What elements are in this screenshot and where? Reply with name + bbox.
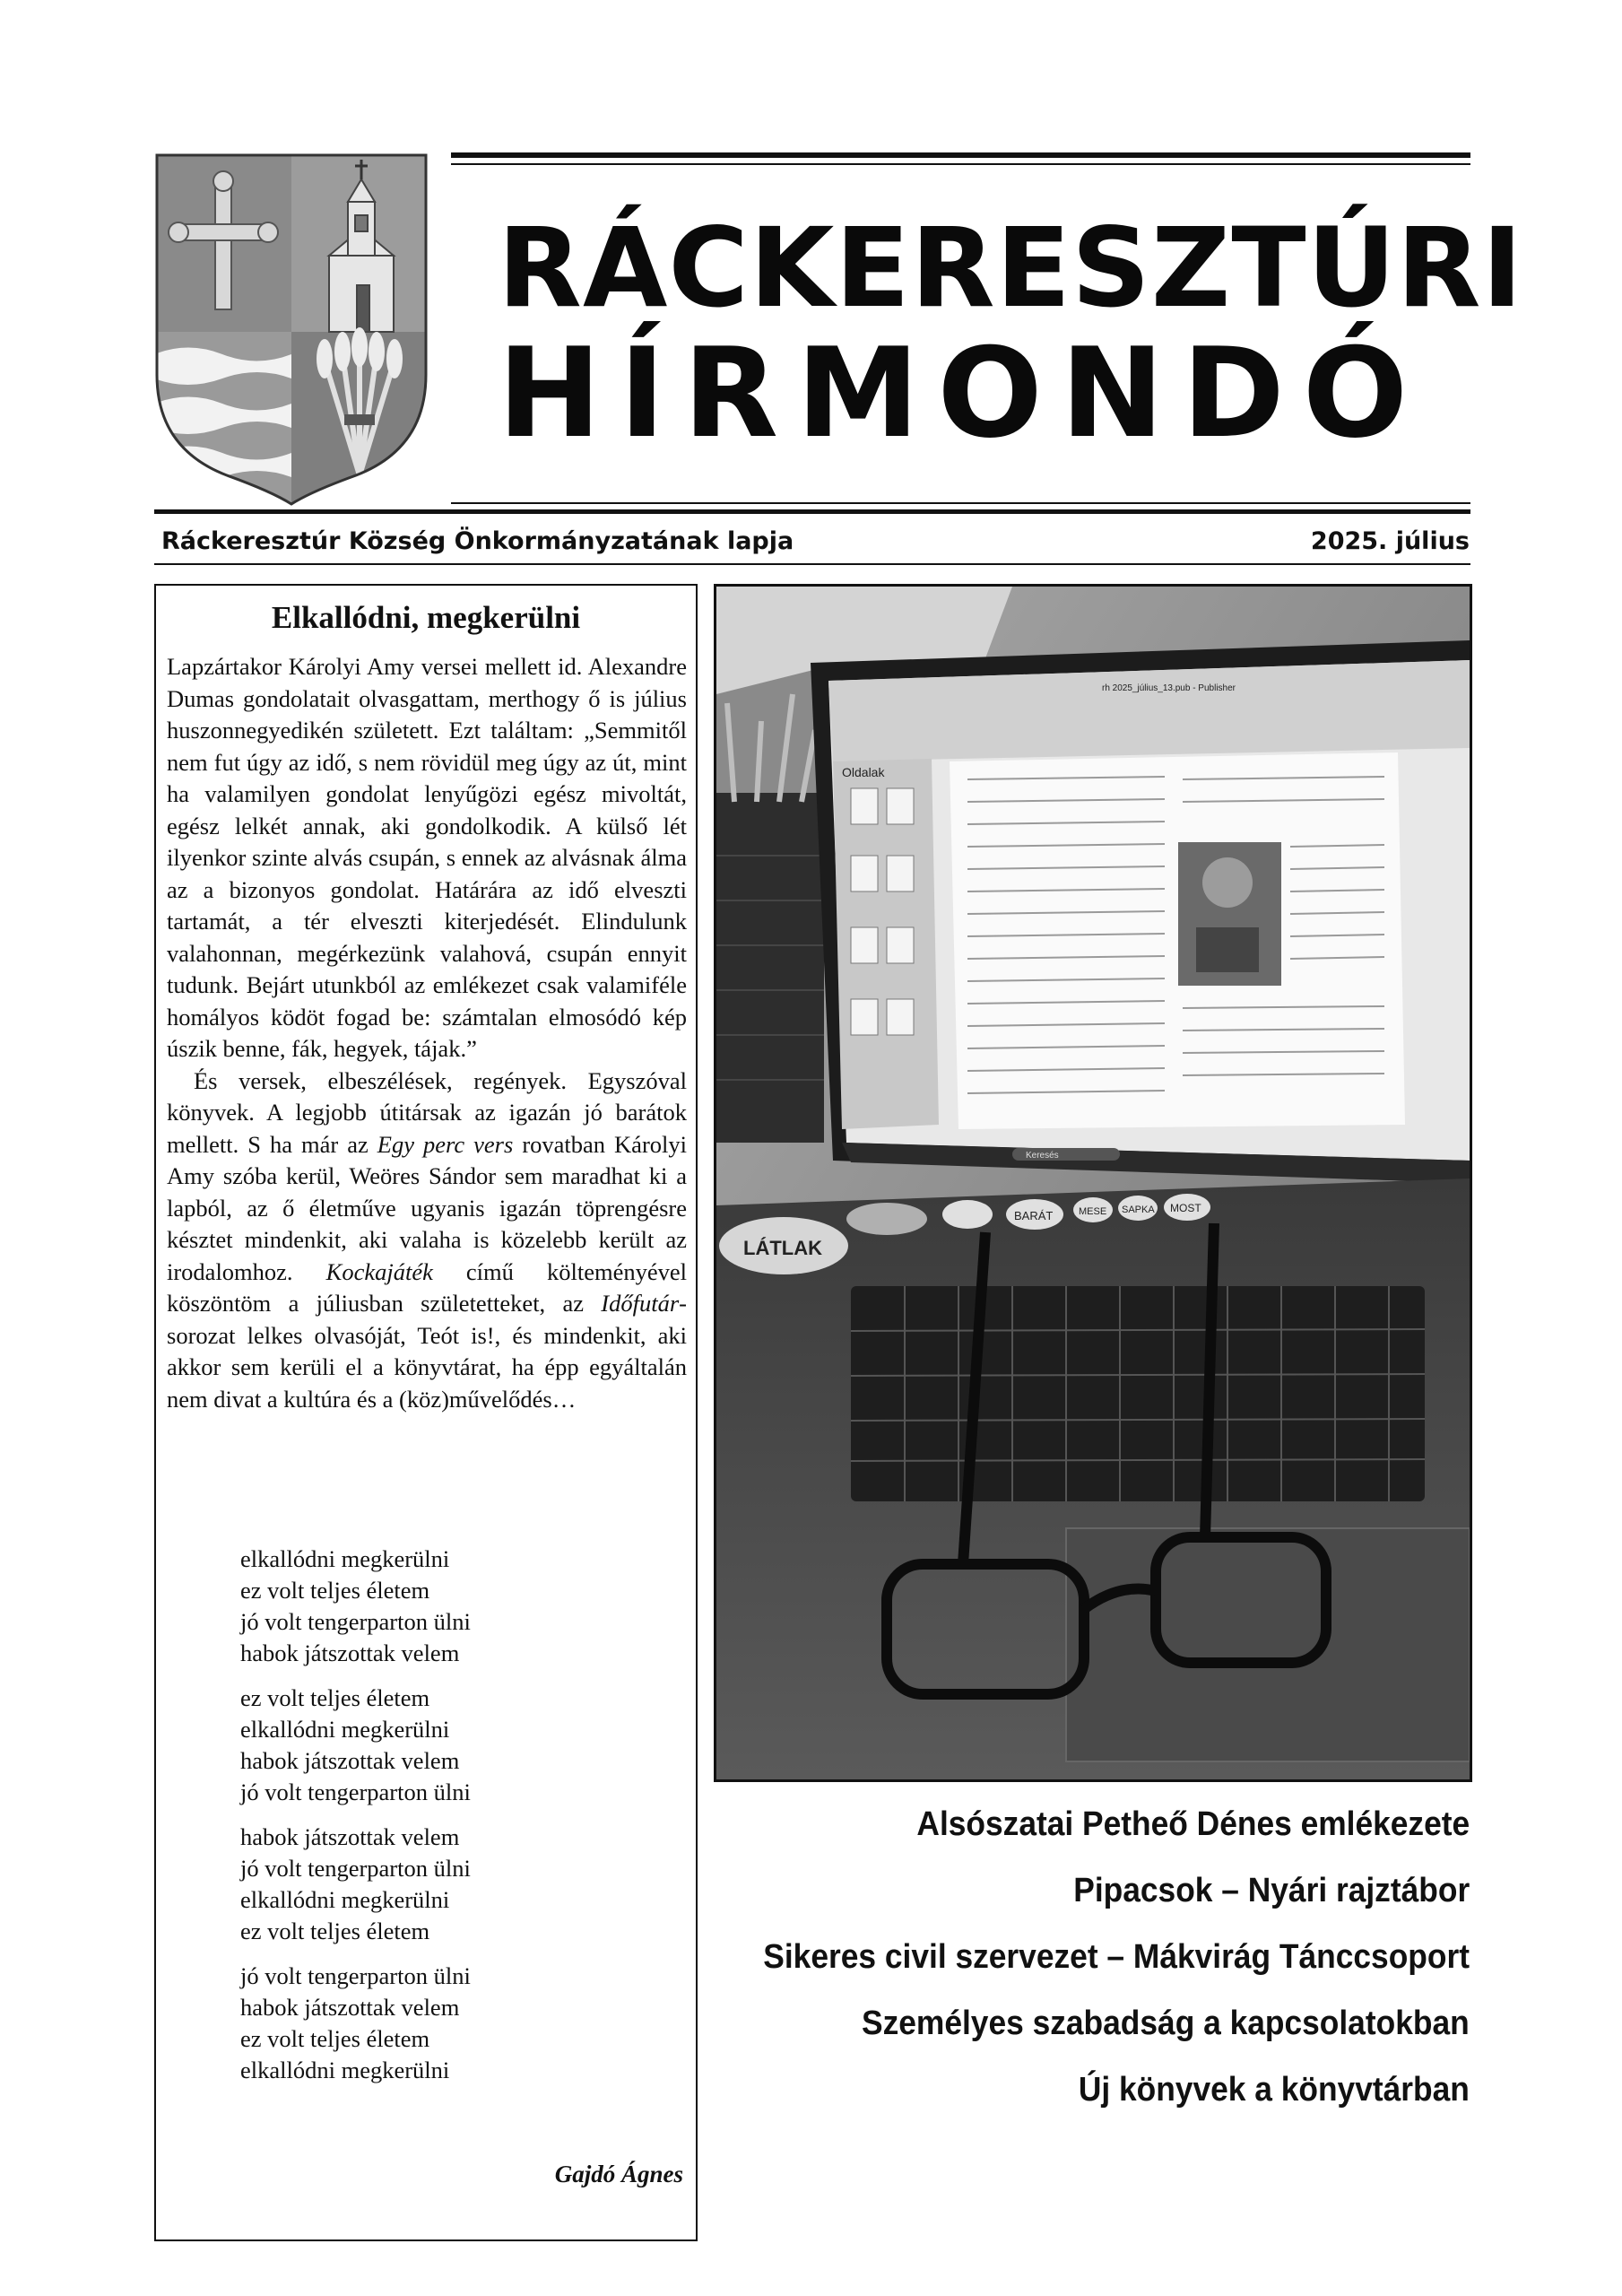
masthead-top-rule-thick xyxy=(451,152,1470,158)
poem-line: elkallódni megkerülni xyxy=(240,2057,450,2083)
editorial-article xyxy=(154,584,698,2241)
cover-photo xyxy=(714,584,1472,1782)
poem-line: jó volt tengerparton ülni xyxy=(240,1608,471,1635)
masthead-bottom-rule-thin xyxy=(451,502,1470,504)
taskbar-search: Keresés xyxy=(1026,1151,1059,1161)
editorial-body xyxy=(167,651,687,1415)
editorial-paragraph-2 xyxy=(167,1065,687,1416)
poem-line: ez volt teljes életem xyxy=(240,2025,430,2052)
poem-line: habok játszottak velem xyxy=(240,1747,460,1774)
masthead-bottom-rule-thick xyxy=(154,509,1470,514)
stone-barat: BARÁT xyxy=(1014,1209,1054,1222)
poem-line: elkallódni megkerülni xyxy=(240,1716,450,1743)
paragraph-text: -sorozat lelkes olvasóját, Teót is!, és mindenkit, aki akkor sem kerüli el a könyvtárat, ha épp egyáltalán nem divat a kultúra és a (köz)művelődés… xyxy=(167,1290,687,1413)
editorial-paragraph-1: Lapzártakor Károlyi Amy versei mellett id. Alexandre Dumas gondolatait olvasgattam, merthogy ő is július huszonnegyedikén született. Ezt találtam: „Semmitől nem fut úgy az idő, s nem rövidül meg úgy az út, mint ha valamilyen gondolat lenyűgözi egész mivoltát, egész lelkét annak, aki gondolkodik. A külső lét ilyenkor szinte alvás csupán, s ennek az alvásnak álma az a bizonyos gondolat. Határára az idő elveszti tartamát, a tér elveszti kiterjedését. Elindulunk valahonnan, megérkezünk valahová, csupán ennyit tudunk. Bejárt utunkból az emlékezet csak valamiféle homályos ködöt fogad be: számtalan elmosódó kép úszik benne, fák, hegyek, tájak.” xyxy=(167,653,687,1062)
poem-line: ez volt teljes életem xyxy=(240,1918,430,1944)
poem-stanza-3 xyxy=(240,1822,471,1947)
column-title-emphasis: Egy perc vers xyxy=(377,1130,514,1158)
poem-stanza-2 xyxy=(240,1683,471,1808)
poem-line: ez volt teljes életem xyxy=(240,1684,430,1711)
headline-3: Sikeres civil szervezet – Mákvirág Tánccsoport xyxy=(763,1938,1470,1976)
stone-sapka: SAPKA xyxy=(1122,1205,1155,1215)
poem-stanza-1 xyxy=(240,1544,471,1669)
poem-line: jó volt tengerparton ülni xyxy=(240,1855,471,1882)
poem-line: elkallódni megkerülni xyxy=(240,1545,450,1572)
headline-1: Alsószatai Petheő Dénes emlékezete xyxy=(916,1805,1470,1843)
masthead-title-line1: RÁCKERESZTÚRI xyxy=(498,204,1524,332)
issue-date: 2025. július xyxy=(1310,527,1470,555)
headline-5: Új könyvek a könyvtárban xyxy=(1078,2071,1470,2109)
poem-line: habok játszottak velem xyxy=(240,1639,460,1666)
app-title: rh 2025_július_13.pub - Publisher xyxy=(1102,683,1236,693)
masthead-top-rule-thin xyxy=(451,163,1470,165)
author-signature: Gajdó Ágnes xyxy=(554,2161,683,2187)
poem-line: jó volt tengerparton ülni xyxy=(240,1962,471,1989)
pages-panel-label: Oldalak xyxy=(842,765,885,779)
laptop-glasses-photo xyxy=(716,587,1470,1779)
masthead-title-line2: HÍRMONDÓ xyxy=(498,321,1427,465)
coat-of-arms-logo xyxy=(154,152,429,507)
paragraph-text: című költeményével köszöntöm a júliusban születetteket, az xyxy=(167,1257,687,1317)
series-title-emphasis: Időfutár xyxy=(601,1290,680,1317)
stone-most: MOST xyxy=(1170,1202,1201,1214)
headline-4: Személyes szabadság a kapcsolatokban xyxy=(862,2005,1470,2042)
stone-mese: MESE xyxy=(1079,1206,1107,1217)
editorial-title: Elkallódni, megkerülni xyxy=(271,600,581,635)
headline-2: Pipacsok – Nyári rajztábor xyxy=(1073,1872,1470,1909)
poem-title-emphasis: Kockajáték xyxy=(325,1257,433,1285)
paragraph-text: rovatban Károlyi Amy szóba kerül, Weöres Sándor sem maradhat ki a lapból, az ő életműve ugyanis igazán töprengésre késztet mindenkit, aki valaha is közelebb került az irodalomhoz. xyxy=(167,1130,687,1285)
poem-line: ez volt teljes életem xyxy=(240,1577,430,1604)
subline-rule xyxy=(154,563,1470,565)
poem-line: habok játszottak velem xyxy=(240,1823,460,1850)
poem-line: habok játszottak velem xyxy=(240,1994,460,2021)
poem-line: elkallódni megkerülni xyxy=(240,1886,450,1913)
poem-stanza-4 xyxy=(240,1961,471,2086)
poem-line: jó volt tengerparton ülni xyxy=(240,1779,471,1805)
paragraph-text: És versek, elbeszélések, regények. Egyszóval könyvek. A legjobb útitársak az igazán jó barátok mellett. S ha már az xyxy=(167,1066,687,1158)
stone-latlak: LÁTLAK xyxy=(743,1237,822,1259)
publisher-line: Ráckeresztúr Község Önkormányzatának lapja xyxy=(161,527,794,555)
